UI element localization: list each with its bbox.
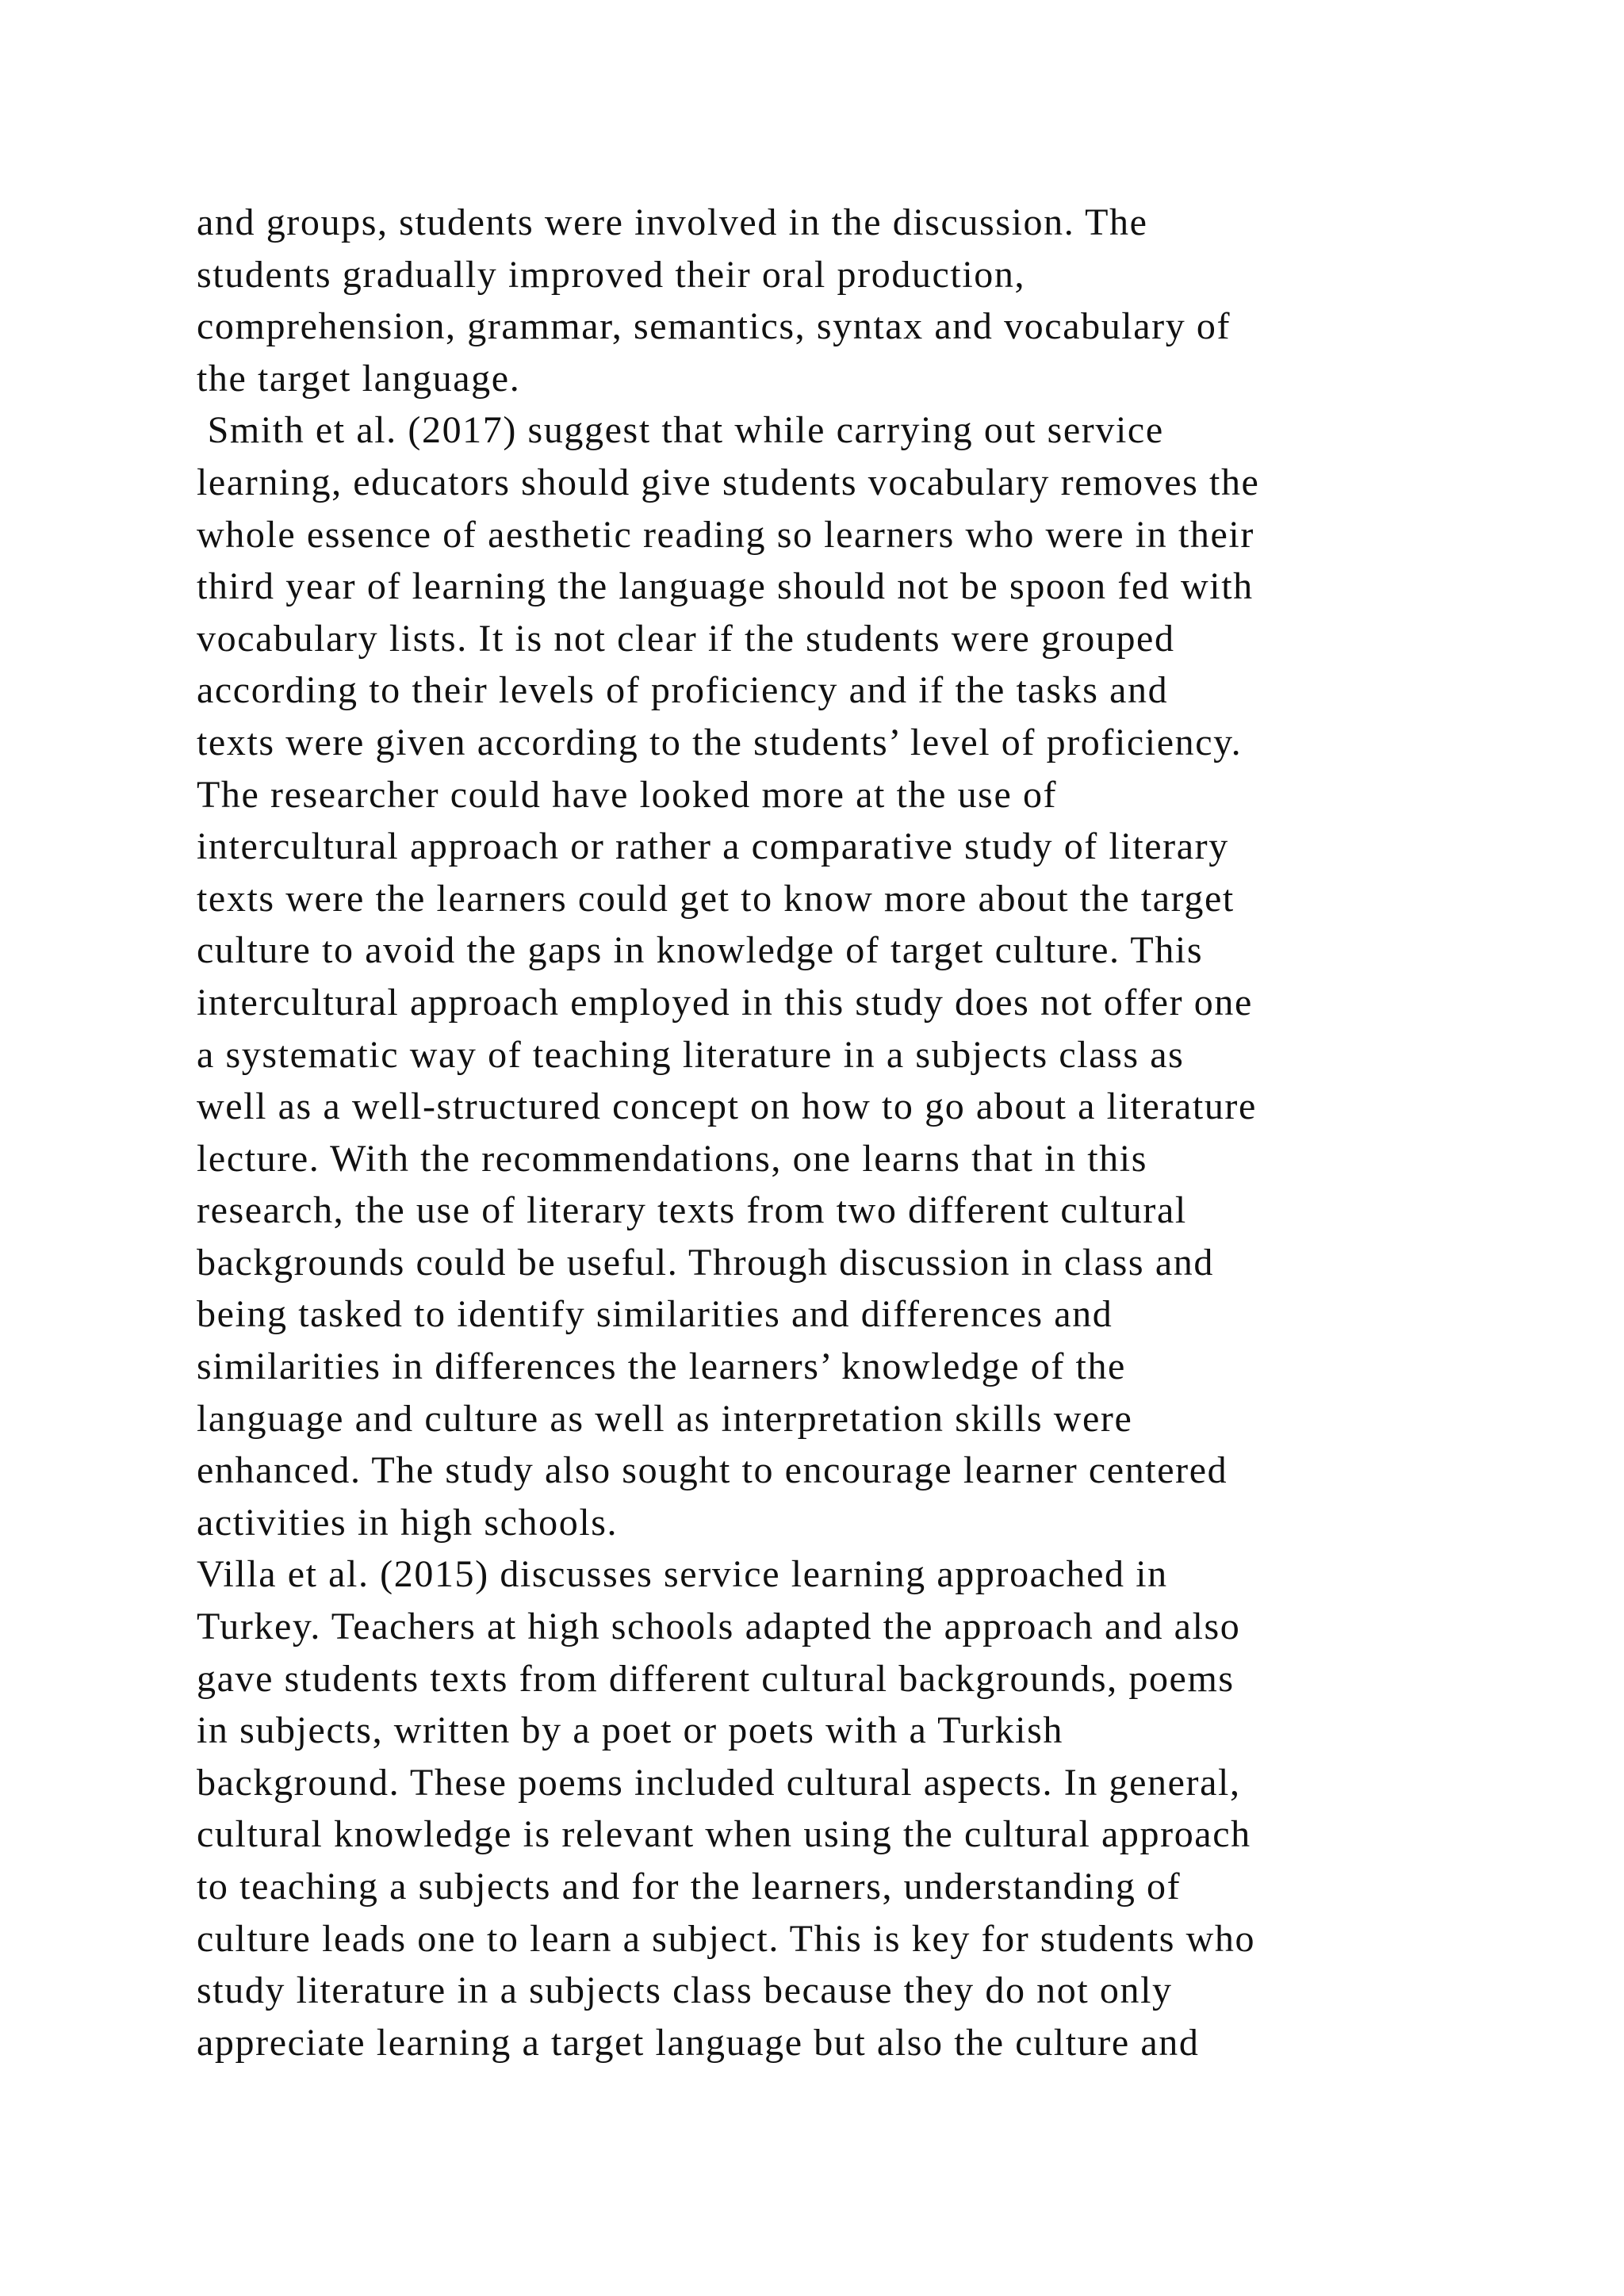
text-line: in subjects, written by a poet or poets with a Turkish bbox=[197, 1709, 1063, 1752]
text-line: the target language. bbox=[197, 357, 521, 400]
text-line: texts were given according to the students’ level of proficiency. bbox=[197, 721, 1243, 763]
text-line: culture to avoid the gaps in knowledge of target culture. This bbox=[197, 929, 1204, 972]
text-line: gave students texts from different cultural backgrounds, poems bbox=[197, 1657, 1235, 1700]
text-line: students gradually improved their oral production, bbox=[197, 253, 1026, 296]
text-line: to teaching a subjects and for the learners, understanding of bbox=[197, 1866, 1182, 1908]
text-line: third year of learning the language should not be spoon fed with bbox=[197, 565, 1254, 608]
text-line: intercultural approach employed in this study does not offer one bbox=[197, 981, 1253, 1024]
text-line: study literature in a subjects class because they do not only bbox=[197, 1969, 1173, 2012]
text-line: well as a well-structured concept on how to go about a literature bbox=[197, 1085, 1257, 1128]
text-line: language and culture as well as interpretation skills were bbox=[197, 1397, 1133, 1440]
text-line: texts were the learners could get to know more about the target bbox=[197, 877, 1235, 920]
text-line: The researcher could have looked more at the use of bbox=[197, 773, 1058, 816]
text-line: learning, educators should give students vocabulary removes the bbox=[197, 461, 1260, 503]
text-line: similarities in differences the learners’ knowledge of the bbox=[197, 1345, 1126, 1388]
text-line: enhanced. The study also sought to encourage learner centered bbox=[197, 1449, 1228, 1492]
text-line: background. These poems included cultural aspects. In general, bbox=[197, 1761, 1241, 1804]
body-text bbox=[197, 197, 1481, 2068]
text-line: intercultural approach or rather a comparative study of literary bbox=[197, 825, 1229, 868]
text-line: cultural knowledge is relevant when using the cultural approach bbox=[197, 1813, 1251, 1856]
text-line: comprehension, grammar, semantics, syntax and vocabulary of bbox=[197, 305, 1231, 348]
text-line: culture leads one to learn a subject. This is key for students who bbox=[197, 1917, 1256, 1960]
text-line: vocabulary lists. It is not clear if the students were grouped bbox=[197, 617, 1175, 660]
text-line: lecture. With the recommendations, one learns that in this bbox=[197, 1137, 1148, 1180]
text-line: appreciate learning a target language but also the culture and bbox=[197, 2021, 1200, 2064]
text-line: Smith et al. (2017) suggest that while carrying out service bbox=[197, 409, 1164, 452]
text-line: Turkey. Teachers at high schools adapted the approach and also bbox=[197, 1605, 1241, 1648]
text-line: backgrounds could be useful. Through discussion in class and bbox=[197, 1241, 1214, 1284]
text-line: and groups, students were involved in the discussion. The bbox=[197, 201, 1148, 243]
text-line: being tasked to identify similarities and differences and bbox=[197, 1293, 1113, 1336]
text-line: Villa et al. (2015) discusses service learning approached in bbox=[197, 1553, 1168, 1596]
text-line: research, the use of literary texts from two different cultural bbox=[197, 1189, 1187, 1232]
text-line: activities in high schools. bbox=[197, 1501, 619, 1544]
text-line: whole essence of aesthetic reading so learners who were in their bbox=[197, 513, 1254, 556]
text-line: a systematic way of teaching literature in a subjects class as bbox=[197, 1033, 1185, 1076]
text-line: according to their levels of proficiency and if the tasks and bbox=[197, 669, 1169, 712]
